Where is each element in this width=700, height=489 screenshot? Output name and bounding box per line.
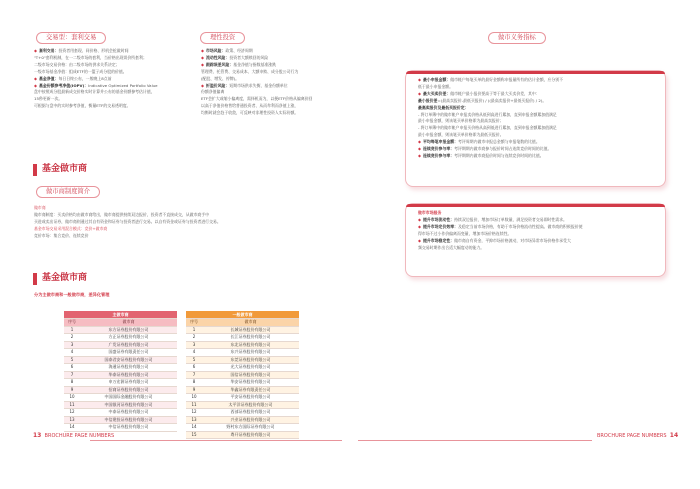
line-label: 平均每笔申报金额： [423, 139, 459, 145]
line-text: 持续双边报价，增加市场订单数量，满足投资者交易即时性需求。 [454, 216, 567, 222]
table-row [186, 431, 299, 439]
right-page-number: 14 [669, 432, 679, 439]
bullet-icon: ◆ [201, 82, 204, 88]
pill-rational-investment [200, 32, 245, 44]
rational-text-block [201, 48, 341, 117]
market-maker-name: 华泰证券股份有限公司 [80, 371, 177, 379]
row-index: 10 [64, 394, 80, 402]
text-line [418, 245, 655, 252]
right-page-label: BROCHURE PAGE NUMBERS [597, 433, 667, 439]
bullet-icon: ◆ [418, 237, 421, 243]
text-line [418, 91, 655, 98]
line-text: 每日日终公布，一般晚上8点前 [58, 75, 112, 81]
line-text: =(最高卖报价-最低买报价) / ((最高卖报价+最低买报价) / 2)。 [437, 97, 547, 103]
bullet-icon: ◆ [418, 139, 421, 145]
text-line [34, 48, 204, 55]
line-text: 份额净值偏离 [201, 89, 225, 95]
row-index: 9 [64, 386, 80, 394]
table-row [186, 334, 299, 342]
market-maker-name: 中国银河证券股份有限公司 [80, 401, 177, 409]
market-maker-text-block [34, 205, 344, 240]
row-index: 1 [64, 326, 80, 334]
market-maker-name: 太平洋证券股份有限公司 [202, 401, 299, 409]
section-bar [33, 273, 37, 285]
pill-market-maker-label: 做市商制度简介 [46, 188, 91, 195]
column-header: 做市商 [80, 319, 177, 327]
bullet-icon: ◆ [34, 82, 37, 88]
market-maker-name: 方正证券股份有限公司 [80, 334, 177, 342]
row-index: 12 [186, 409, 202, 417]
section-title-market-maker-1 [33, 163, 87, 177]
line-text: 得市场不过小作价偏离而变量，增加市场价格连续性。 [418, 230, 512, 236]
market-maker-name: 中泰证券股份有限公司 [80, 409, 177, 417]
line-text: 考评周期内做市申报总金额与申报笔数的比值。 [458, 139, 540, 145]
table-row [64, 424, 177, 432]
table-row [186, 416, 299, 424]
line-text: - 将订单簿中的做市帐户申报买价格从高到低进行累加，直到申报金额累加值满足 [418, 125, 557, 131]
table-row [186, 386, 299, 394]
text-line [34, 83, 204, 90]
line-label: 最高卖报价及最低买报价定： [418, 104, 469, 110]
line-label: 基金净值： [39, 75, 59, 81]
text-line [34, 62, 204, 69]
table-row [186, 341, 299, 349]
market-maker-name: 国泰君安证券股份有限公司 [80, 356, 177, 364]
text-line [418, 77, 655, 84]
line-label: 流动性风险： [206, 54, 230, 60]
line-label: 基金份额参考净值(IOPV)： [39, 82, 89, 88]
line-label: 提升市场流动性： [423, 216, 455, 222]
line-text: 考评期期内做市商参与报价时间占连续竞价时间的比值。 [454, 146, 552, 152]
row-index: 11 [64, 401, 80, 409]
bullet-icon: ◆ [201, 48, 204, 53]
row-index: 14 [64, 424, 80, 432]
row-index: 8 [64, 379, 80, 387]
row-index: 1 [186, 326, 202, 334]
text-line [418, 98, 655, 105]
section-title-text: 基金做市商 [42, 164, 88, 175]
market-service-panel [405, 203, 666, 277]
market-maker-subtitle: 分为主做市商和一般做市商，差异化管理 [34, 292, 110, 297]
row-index: 3 [186, 341, 202, 349]
row-index: 13 [64, 416, 80, 424]
line-text: 盘中按照成分股最新成交价格实时计算并公布的基金份额参考估计值， [34, 89, 155, 95]
text-line [201, 48, 341, 55]
market-maker-name: 粤开证券股份有限公司 [202, 431, 299, 439]
text-line: 基金市场交易采用混合模式：竞价+做市商 [34, 225, 108, 231]
table-title: 一般做市商 [186, 311, 299, 319]
service-title: 做市市场服务 [418, 210, 442, 215]
text-line [418, 84, 655, 91]
table-row [186, 401, 299, 409]
text-line [34, 76, 204, 83]
text-line [418, 139, 655, 146]
text-line [201, 62, 341, 69]
table-row [64, 349, 177, 357]
line-text: 频交易时期作出合适大幅度动的能力。 [418, 244, 485, 250]
duty-text-block [406, 74, 665, 160]
text-line: 做市商 [34, 205, 46, 210]
row-index: 15 [186, 431, 202, 439]
line-text: 一级市场基金净值：组成ETF的一篮子成分股的价值。 [34, 68, 127, 74]
line-text: ETF会扩大或缩小偏离度，需择机而为，以便ETF价格从偏离价回 [201, 96, 313, 102]
bullet-icon: ◆ [418, 216, 421, 222]
row-index: 9 [186, 386, 202, 394]
row-index: 12 [64, 409, 80, 417]
text-line [201, 89, 341, 96]
left-page-number: 13 [33, 432, 42, 439]
pill-exchange-type [36, 32, 106, 44]
text-line [418, 217, 655, 224]
market-maker-name: 中信建投证券股份有限公司 [80, 416, 177, 424]
text-line [34, 103, 204, 110]
row-index: 2 [64, 334, 80, 342]
column-header: 序号 [64, 319, 80, 327]
bullet-icon: ◆ [34, 75, 37, 81]
text-line [34, 69, 204, 76]
line-text: - 将订单簿中的做市帐户申报卖价格从低到高进行累加，直到申报金额累加值满足 [418, 111, 557, 117]
row-index: 4 [186, 349, 202, 357]
bullet-icon: ◆ [201, 61, 204, 67]
row-index: 14 [186, 424, 202, 432]
text-line [201, 83, 341, 90]
pill-duty-label: 做市义务指标 [498, 34, 536, 41]
table-row [64, 394, 177, 402]
market-maker-name: 国信证券股份有限公司 [202, 371, 299, 379]
table-row [64, 386, 177, 394]
bullet-icon: ◆ [418, 223, 421, 229]
line-text: Indicative Optimized Portfolio Value [88, 82, 158, 88]
table-row [64, 364, 177, 372]
bullet-icon: ◆ [418, 152, 421, 158]
row-index: 5 [186, 356, 202, 364]
main-market-maker-table [64, 311, 177, 432]
table-row [186, 349, 299, 357]
line-text: 做市帐户每笔买单的最好金额称申报量所有的估计金额，应分别不 [450, 77, 564, 82]
row-index: 4 [64, 349, 80, 357]
text-line [34, 89, 204, 96]
row-index: 6 [64, 364, 80, 372]
bullet-icon: ◆ [418, 77, 421, 82]
line-label: 提升市场稳定性： [423, 237, 455, 243]
market-maker-name: 东方证券股份有限公司 [80, 326, 177, 334]
line-label: 最大买卖价差： [423, 90, 451, 96]
row-index: 2 [186, 334, 202, 342]
table-row [186, 364, 299, 372]
table-row [64, 416, 177, 424]
row-index: 7 [186, 371, 202, 379]
text-line [418, 153, 655, 160]
line-text: 短期市场供求失衡，基金份额单位 [229, 82, 288, 88]
text-line [418, 125, 655, 132]
market-maker-name: 平安证券股份有限公司 [202, 394, 299, 402]
text-line: 买进或卖出证券，做市商则通过其自有资金和证券与投资者进行交易。以自有资金或证券与投资者进行交易。 [34, 218, 221, 224]
line-label: 最小报价差 [418, 97, 438, 103]
market-maker-name: 长江证券股份有限公司 [202, 334, 299, 342]
table-row [64, 401, 177, 409]
row-index: 11 [186, 401, 202, 409]
line-text: (配股、增发、停牌)。 [201, 75, 240, 81]
line-text: 可根据与盘中的实时参考净值，衡量ETF的交易透明度。 [34, 103, 131, 109]
line-text: 最小申报金额，则该笔买单价格即为最低买报价。 [418, 132, 504, 138]
bullet-icon: ◆ [201, 54, 204, 60]
table-row [64, 334, 177, 342]
right-footer-line [358, 440, 592, 441]
text-line: 竞价市场：集合竞价、连续竞价 [34, 232, 89, 238]
pill-market-maker-intro [36, 186, 100, 198]
row-index: 6 [186, 364, 202, 372]
general-market-maker-table [186, 311, 299, 439]
line-text: 投资者大额赎回的风险 [229, 54, 269, 60]
text-line [34, 55, 204, 62]
line-text: 做市帐户最小报价要高于等于最大买卖价差，其中： [450, 90, 540, 96]
text-line [418, 238, 655, 245]
line-label: 套利交易： [39, 48, 59, 53]
line-label: 连续竞价参与率： [423, 146, 455, 152]
line-text: 以高于净值价格售给普通投资者、从而牟利而净值上涨， [201, 103, 299, 109]
text-line [201, 76, 341, 83]
text-line: 做市商制度：买卖价格均由做市商给出，做市商提供持续双边报价，投资者不直接成交，从做市商手中 [34, 211, 210, 217]
right-footer [597, 431, 678, 441]
line-label: 折溢价风险： [206, 82, 230, 88]
row-index: 7 [64, 371, 80, 379]
line-label: 连续竞价参与率： [423, 152, 455, 158]
text-line [34, 96, 204, 103]
line-text: 及稳定当前市场价格，有助于市场价格流动性提高。做市商的积极报价使 [458, 223, 583, 229]
bullet-icon: ◆ [418, 146, 421, 152]
market-maker-name: 西部证券股份有限公司 [202, 409, 299, 417]
text-line [418, 231, 655, 238]
pill-rational-label: 理性投资 [210, 34, 236, 41]
column-header: 做市商 [202, 319, 299, 327]
table-row [64, 371, 177, 379]
market-maker-name: 招商证券股份有限公司 [80, 386, 177, 394]
line-text: 最小申报金额，则该笔买单价格即为最高卖报价； [418, 118, 504, 124]
section-title-market-maker-2 [33, 272, 87, 286]
section-title-text: 基金做市商 [42, 273, 88, 284]
market-maker-name: 申万宏源证券有限公司 [80, 379, 177, 387]
line-text: "T+0"套利机制，在一二级市场的套利，当价格出现误价所套利； [34, 54, 147, 60]
line-text: 低于最小申报金额。 [418, 83, 454, 89]
row-index: 8 [186, 379, 202, 387]
market-maker-name: 海通证券股份有限公司 [80, 364, 177, 372]
table-row [186, 356, 299, 364]
market-maker-name: 光大证券股份有限公司 [202, 364, 299, 372]
line-label: 跟踪误差风险： [206, 61, 234, 67]
market-maker-name: 华安证券股份有限公司 [202, 379, 299, 387]
table-row [64, 409, 177, 417]
line-text: 政策、经济周期 [225, 48, 253, 53]
row-index: 3 [64, 341, 80, 349]
line-text: 投资者用套现、同价格、形机会抢做时间 [58, 48, 129, 53]
service-text-block [418, 217, 655, 252]
text-line [418, 105, 655, 112]
section-bar [33, 164, 37, 176]
text-line [201, 55, 341, 62]
table-row [64, 341, 177, 349]
text-line [418, 132, 655, 139]
line-label: 市场风险： [206, 48, 226, 53]
line-text: 均衡时就会趋于收敛，可反映对非理性投资人实际份额。 [201, 110, 299, 116]
market-maker-name: 广发证券股份有限公司 [80, 341, 177, 349]
line-label: 最小申报金额： [423, 77, 451, 82]
market-maker-name: 中国国际金融股份有限公司 [80, 394, 177, 402]
market-maker-name: 中信证券股份有限公司 [80, 424, 177, 432]
table-row [64, 356, 177, 364]
line-text: 15秒更新一次。 [34, 96, 63, 102]
text-line [418, 224, 655, 231]
text-line [418, 118, 655, 125]
text-line [201, 103, 341, 110]
market-maker-name: 野村东方国际证券有限公司 [202, 424, 299, 432]
left-footer-line [90, 440, 342, 441]
line-label: 提升市场定价效率： [423, 223, 459, 229]
market-maker-name: 兴业证券股份有限公司 [202, 416, 299, 424]
line-text: 做市商自有资金，平抑市场价格波动，对市场异常市场价格作承受大 [454, 237, 571, 243]
line-text: 考评期期内做市商报价时间与连续竞价时间的比值。 [454, 152, 544, 158]
row-index: 5 [64, 356, 80, 364]
pill-exchange-type-label: 交易型：套利交易 [46, 34, 97, 41]
bullet-icon: ◆ [418, 90, 421, 96]
row-index: 13 [186, 416, 202, 424]
column-header: 序号 [186, 319, 202, 327]
exchange-text-block [34, 48, 204, 110]
market-maker-name: 东北证券股份有限公司 [202, 341, 299, 349]
text-line [201, 96, 341, 103]
line-text: 基金净值与指数基准涨跌 [233, 61, 277, 67]
market-maker-name: 东兴证券股份有限公司 [202, 349, 299, 357]
table-title: 主做市商 [64, 311, 177, 319]
table-row [64, 326, 177, 334]
table-row [186, 424, 299, 432]
table-row [186, 326, 299, 334]
pill-duty-indicators [488, 32, 546, 44]
line-text: 二级市场交易价格：由二级市场的供求关系决定； [34, 61, 120, 67]
text-line [201, 110, 341, 117]
table-row [64, 379, 177, 387]
table-row [186, 371, 299, 379]
bullet-icon: ◆ [34, 48, 37, 53]
market-maker-name: 华鑫证券有限责任公司 [202, 386, 299, 394]
market-maker-name: 国盛证券有限责任公司 [80, 349, 177, 357]
duty-indicators-panel [405, 70, 666, 187]
market-maker-name: 长城证券股份有限公司 [202, 326, 299, 334]
table-row [186, 409, 299, 417]
text-line [201, 69, 341, 76]
table-row [186, 394, 299, 402]
row-index: 10 [186, 394, 202, 402]
text-line [418, 146, 655, 153]
text-line [418, 112, 655, 119]
market-maker-name: 东莞证券股份有限公司 [202, 356, 299, 364]
table-row [186, 379, 299, 387]
line-text: 管理费、托管费、交易成本、大额申赎、成分股公司行为 [201, 68, 299, 74]
left-page-label: BROCHURE PAGE NUMBERS [44, 433, 115, 439]
